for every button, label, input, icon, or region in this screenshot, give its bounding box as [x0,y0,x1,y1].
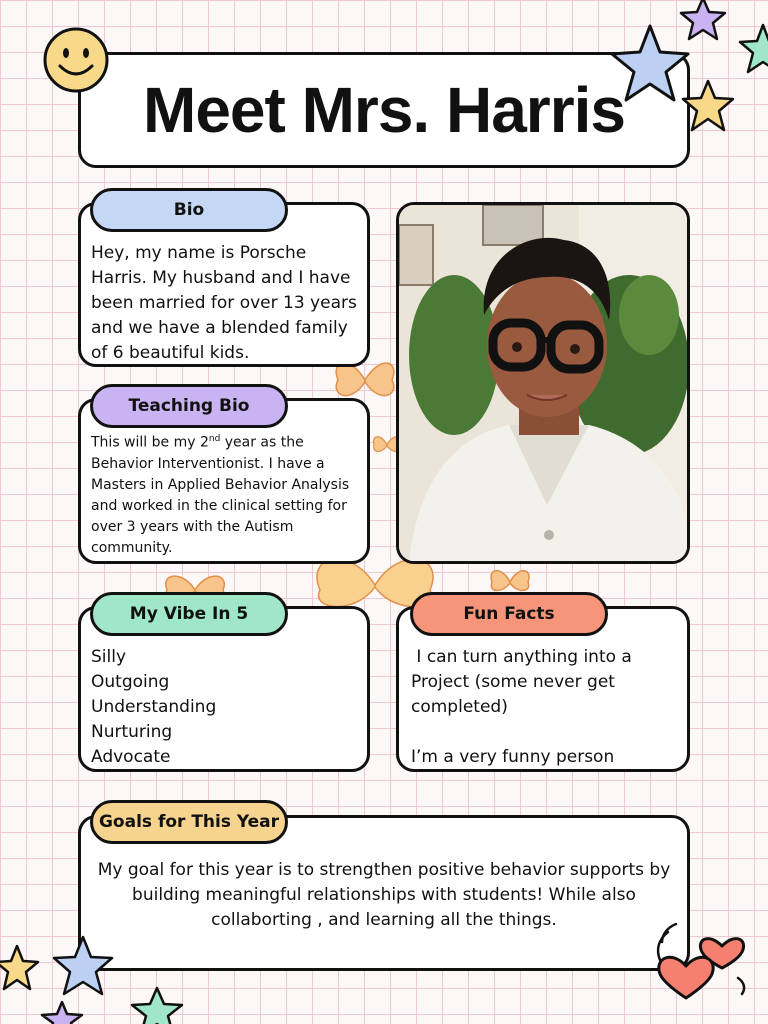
vibe-list [91,645,357,770]
list-item: Outgoing [91,672,170,692]
fun-fact-1: I can turn anything into a Project (some never get completed) [411,647,638,717]
star-icon [40,1000,84,1024]
teaching-bio-text: This will be my 2nd year as the Behavior Interventionist. I have a Masters in Applied Behavior Analysis and worked in the clinical setting for over 3 years with the Autism community. [91,434,350,556]
title-box [78,52,690,168]
portrait-image [399,205,687,561]
fun-fact-2: I’m a very funny person [411,747,615,767]
goals-text: My goal for this year is to strengthen positive behavior supports by building meaningful relationships with students! While also collaborting , and learning all the things. [97,860,671,930]
star-icon [678,0,728,42]
page-title: Meet Mrs. Harris [143,74,625,146]
list-item: Understanding [91,697,217,717]
bio-text: Hey, my name is Porsche Harris. My husband and I have been married for over 13 years and we have a blended family of 6 beautiful kids. [91,243,357,363]
star-icon [680,78,736,134]
goals-label: Goals for This Year [90,800,288,844]
list-item: Advocate [91,747,171,767]
teaching-bio-label: Teaching Bio [90,384,288,428]
list-item: Silly [91,647,127,667]
hearts-icon [648,910,756,1006]
bio-label: Bio [90,188,288,232]
profile-photo [396,202,690,564]
star-icon [130,986,184,1024]
list-item: Nurturing [91,722,173,742]
star-icon [52,934,114,998]
vibe-label: My Vibe In 5 [90,592,288,636]
star-icon [0,944,40,994]
star-icon [738,22,768,78]
smiley-face-icon [42,26,110,94]
fun-facts-label: Fun Facts [410,592,608,636]
